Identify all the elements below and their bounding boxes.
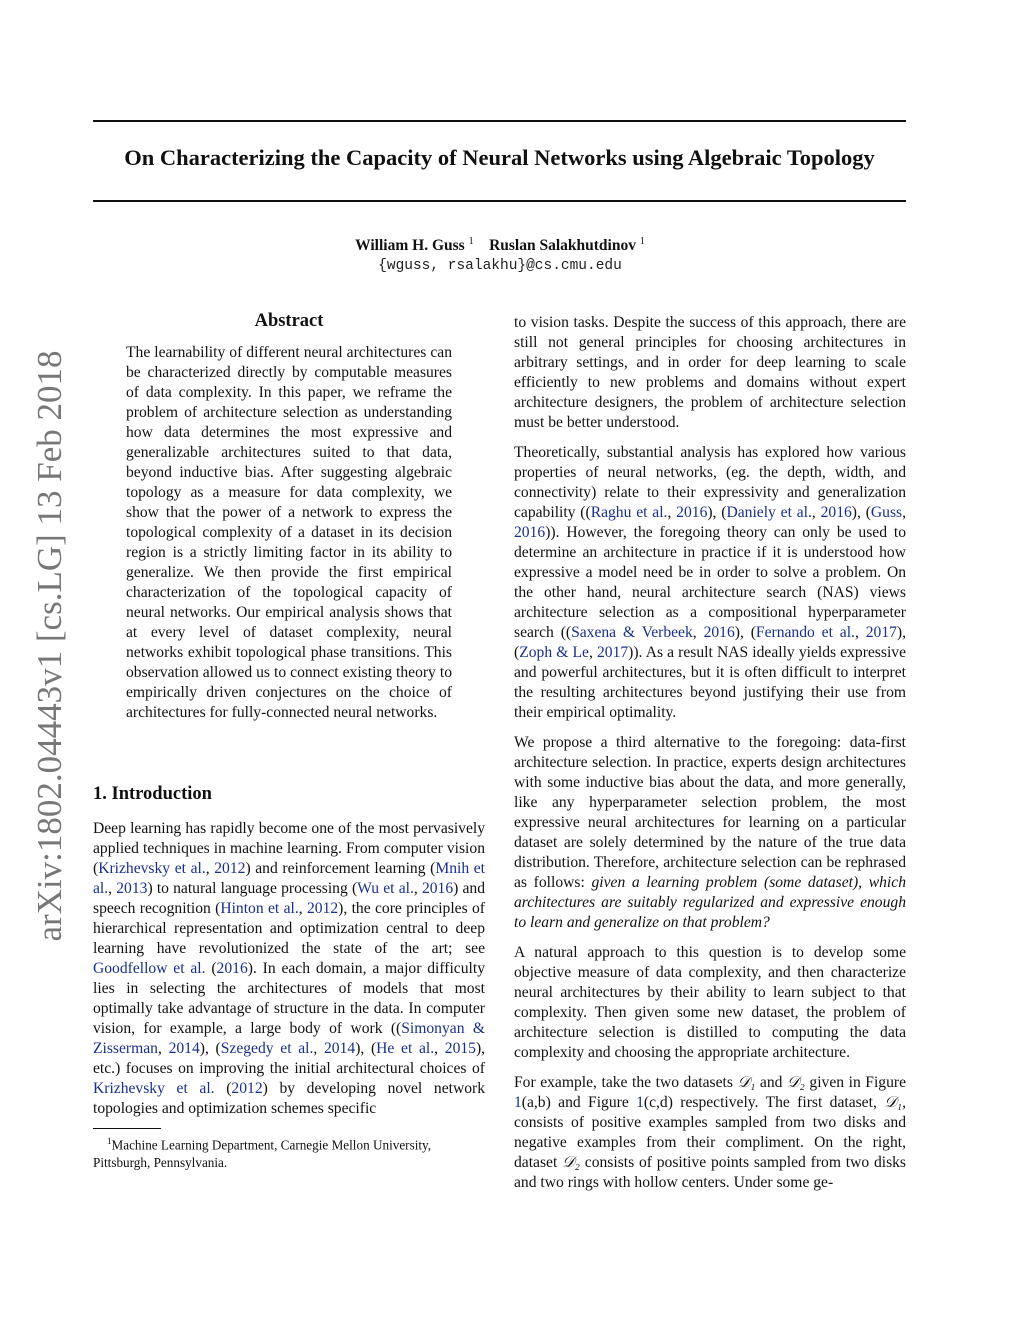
text-run: , xyxy=(854,624,866,641)
citation-link[interactable]: Daniely et al. xyxy=(726,504,812,521)
citation-link[interactable]: 2012 xyxy=(306,900,339,917)
citation-link[interactable]: Krizhevsky et al. xyxy=(93,1080,215,1097)
text-run: , xyxy=(902,504,906,521)
citation-link[interactable]: Zoph & Le xyxy=(519,644,589,661)
text-run: ), ( xyxy=(734,624,756,641)
footnote-rule xyxy=(93,1128,161,1129)
text-run: A natural approach to this question is to develop some objective measure of data complexity, and then characterize neural architectures by their ability to learn subject to that complexity. Then given some new dataset, the problem of architecture selection is distilled to computing the data complexity and choosing the appropriate architecture. xyxy=(514,944,906,1061)
text-run: ), ( xyxy=(199,1040,221,1057)
text-run: ) to natural language processing ( xyxy=(147,880,358,897)
text-run: (a,b) and Figure xyxy=(521,1094,637,1111)
citation-link[interactable]: 1 xyxy=(636,1094,644,1111)
text-run: ) and speech recognition ( xyxy=(93,880,486,917)
abstract-text xyxy=(126,343,452,733)
text-run: ), ( xyxy=(514,624,907,661)
text-run: given in Figure xyxy=(804,1074,907,1091)
text-run: , xyxy=(413,880,422,897)
affiliation-mark: 1 xyxy=(468,236,474,247)
footnote-mark: 1 xyxy=(107,1136,112,1146)
text-run: )). As a result NAS ideally yields expressive and powerful architectures, but it is often difficult to interpret the resulting architectures beyond justifying their use from their empirical optimality. xyxy=(514,644,906,721)
text-run: We propose a third alternative to the foregoing: data-first architecture selection. In practice, experts design architectures with some inductive bias about the data, and more generally, like any hyperparameter selection problem, the most expressive neural architectures for learning on a particular dataset are solely determined by the nature of the true data distribution. Therefore, architecture selection can be rephrased as follows: xyxy=(514,734,906,891)
text-run: , xyxy=(157,1040,169,1057)
text-run: ), etc.) focuses on improving the initial architectural choices of xyxy=(93,1040,486,1077)
emphasized-text: 𝒟₁ xyxy=(737,1074,756,1091)
paragraph xyxy=(514,313,906,433)
right-column-text xyxy=(514,313,906,1203)
citation-link[interactable]: Fernando et al. xyxy=(755,624,855,641)
text-run: , xyxy=(692,624,704,641)
paragraph xyxy=(126,343,452,723)
text-run: , xyxy=(313,1040,324,1057)
citation-link[interactable]: Krizhevsky et al. xyxy=(98,860,206,877)
text-run: , xyxy=(298,900,307,917)
citation-link[interactable]: 2016 xyxy=(216,960,248,977)
citation-link[interactable]: 2014 xyxy=(324,1040,356,1057)
citation-link[interactable]: 2017 xyxy=(596,644,629,661)
citation-link[interactable]: 2013 xyxy=(116,880,148,897)
text-run: and xyxy=(755,1074,787,1091)
citation-link[interactable]: 2017 xyxy=(865,624,897,641)
text-run: ), the core principles of hierarchical representation and optimization central to deep learning have revolutionized the state of the art; see xyxy=(93,900,485,957)
citation-link[interactable]: Guss xyxy=(870,504,903,521)
citation-link[interactable]: Saxena & Verbeek xyxy=(571,624,693,641)
text-run: , xyxy=(108,880,117,897)
emphasized-text: 𝒟₂ xyxy=(562,1154,580,1171)
citation-link[interactable]: Goodfellow et al. xyxy=(93,960,206,977)
citation-link[interactable]: 2016 xyxy=(820,504,852,521)
footnote-text: Machine Learning Department, Carnegie Mellon University, Pittsburgh, Pennsylvania. xyxy=(93,1137,432,1171)
citation-link[interactable]: Szegedy et al. xyxy=(220,1040,314,1057)
paragraph xyxy=(514,1073,906,1193)
text-run: , consists of positive examples sampled from two disks and negative examples from their compliment. On the right, dataset xyxy=(514,1094,906,1171)
text-run: ), ( xyxy=(851,504,871,521)
emphasized-text: 𝒟₁ xyxy=(884,1094,903,1111)
text-run: , xyxy=(667,504,677,521)
citation-link[interactable]: 2016 xyxy=(676,504,708,521)
text-run: ( xyxy=(214,1080,232,1097)
text-run: ). In each domain, a major difficulty lies in selecting the architectures of models that most optimally take advantage of structure in the data. In computer vision, for example, a large body of work (( xyxy=(93,960,485,1037)
text-run: Deep learning has rapidly become one of the most pervasively applied techniques in machine learning. From computer vision ( xyxy=(93,820,485,877)
citation-link[interactable]: 2012 xyxy=(214,860,246,877)
text-run: , xyxy=(588,644,597,661)
arxiv-side-label: arXiv:1802.04443v1 [cs.LG] 13 Feb 2018 xyxy=(30,350,69,942)
abstract-heading: Abstract xyxy=(254,311,324,331)
text-run: ) and reinforcement learning ( xyxy=(245,860,436,877)
emphasized-text: 𝒟₂ xyxy=(786,1074,805,1091)
citation-link[interactable]: 2012 xyxy=(231,1080,263,1097)
affiliation-mark: 1 xyxy=(639,236,645,247)
introduction-text xyxy=(93,819,485,1129)
citation-link[interactable]: 2016 xyxy=(703,624,735,641)
text-run: )). However, the foregoing theory can only be used to determine an architecture in practice if it is understood how expressive a model need be in order to solve a problem. On the other hand, neural architecture search (NAS) views architecture selection as a compositional hyperparameter search (( xyxy=(514,524,906,641)
author-list xyxy=(0,236,1000,255)
paragraph xyxy=(514,733,906,933)
text-run: For example, take the two datasets xyxy=(514,1074,738,1091)
author-email: {wguss, rsalakhu}@cs.cmu.edu xyxy=(378,258,622,274)
citation-link[interactable]: 2014 xyxy=(168,1040,200,1057)
citation-link[interactable]: Mnih et al. xyxy=(93,860,486,897)
title-bottom-rule xyxy=(93,200,906,202)
text-run: ), ( xyxy=(355,1040,377,1057)
citation-link[interactable]: Raghu et al. xyxy=(590,504,668,521)
author-name: Ruslan Salakhutdinov xyxy=(489,237,636,255)
paragraph xyxy=(514,943,906,1063)
text-run: to vision tasks. Despite the success of this approach, there are still not general principles for choosing architectures in arbitrary settings, and in order for deep learning to scale efficiently to new problems and domains without expert architecture designers, the problem of architecture selection must be better understood. xyxy=(514,314,906,431)
text-run: The learnability of different neural architectures can be characterized directly by computable measures of data complexity. In this paper, we reframe the problem of architecture selection as understanding how data determines the most expressive and generalizable architectures suited to that data, beyond inductive bias. After suggesting algebraic topology as a measure for data complexity, we show that the power of a network to express the topological complexity of a dataset in its decision region is a strictly limiting factor in its ability to generalize. We then provide the first empirical characterization of the topological capacity of neural networks. Our empirical analysis shows that at every level of dataset complexity, neural networks exhibit topological phase transitions. This observation allowed us to connect existing theory to empirically driven conjectures on the choice of architectures for fully-connected neural networks. xyxy=(126,344,452,721)
text-run: , xyxy=(205,860,215,877)
emphasized-text: given a learning problem (some dataset), which architectures are suitably regularized and expressive enough to learn and generalize on that problem? xyxy=(514,874,906,931)
text-run: , xyxy=(811,504,821,521)
title-top-rule xyxy=(93,120,906,122)
text-run: ), ( xyxy=(707,504,727,521)
citation-link[interactable]: Wu et al. xyxy=(357,880,414,897)
introduction-heading: 1. Introduction xyxy=(93,784,212,804)
text-run: (c,d) respectively. The first dataset, xyxy=(643,1094,885,1111)
citation-link[interactable]: Hinton et al. xyxy=(220,900,299,917)
text-run: , xyxy=(434,1040,445,1057)
citation-link[interactable]: 2016 xyxy=(514,524,546,541)
paragraph xyxy=(514,443,906,723)
citation-link[interactable]: 1 xyxy=(514,1094,522,1111)
text-run: ) by developing novel network topologies and optimization schemes specific xyxy=(93,1080,485,1117)
author-name: William H. Guss xyxy=(355,237,465,255)
text-run: ( xyxy=(205,960,217,977)
footnote xyxy=(93,1132,487,1172)
citation-link[interactable]: Simonyan & Zisserman xyxy=(93,1020,485,1057)
citation-link[interactable]: 2016 xyxy=(421,880,454,897)
citation-link[interactable]: 2015 xyxy=(444,1040,476,1057)
citation-link[interactable]: He et al. xyxy=(376,1040,435,1057)
paragraph xyxy=(93,819,485,1119)
text-run: consists of positive points sampled from two disks and two rings with hollow centers. Under some ge- xyxy=(514,1154,907,1191)
paper-title: On Characterizing the Capacity of Neural Networks using Algebraic Topology xyxy=(124,145,875,170)
text-run: Theoretically, substantial analysis has explored how various properties of neural networks, (eg. the depth, width, and connectivity) relate to their expressivity and generalization capability (( xyxy=(514,444,906,521)
